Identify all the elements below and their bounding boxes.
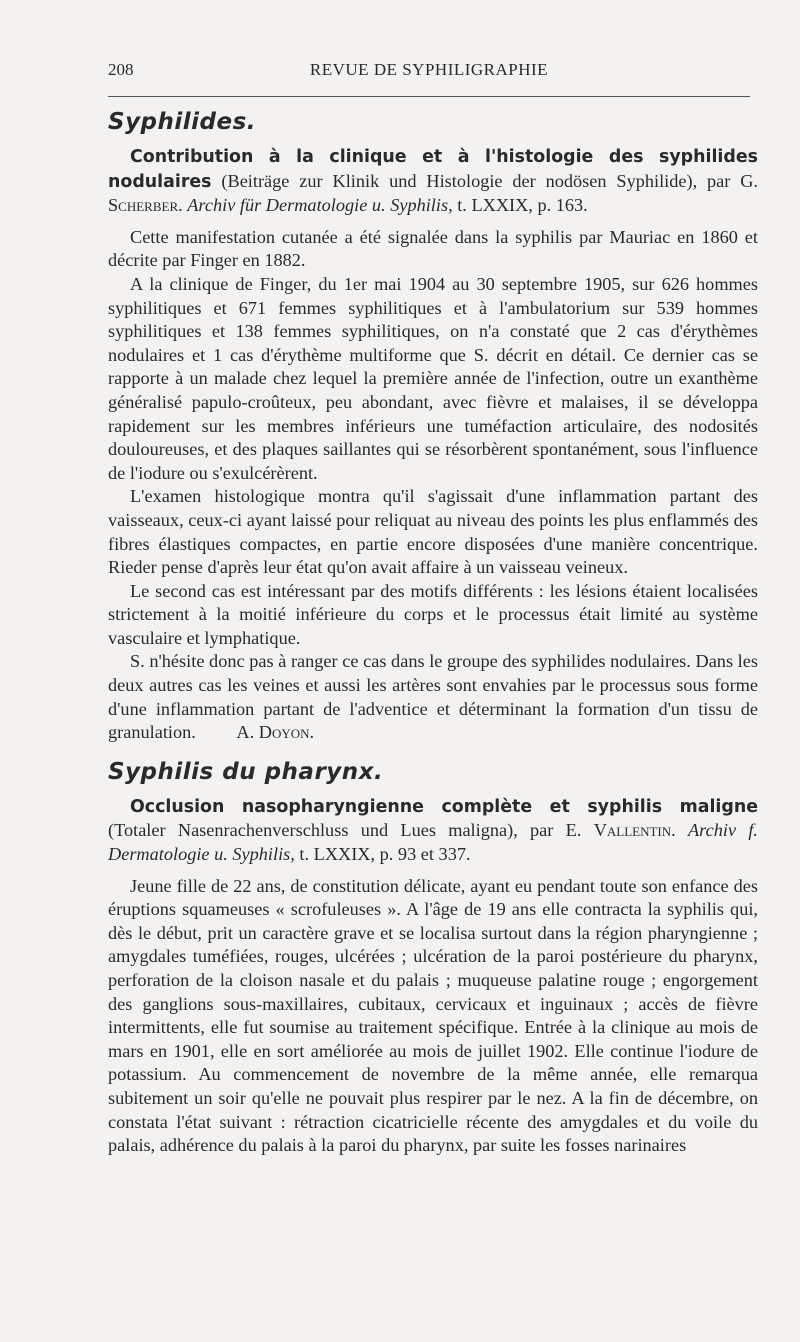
paragraph: A la clinique de Finger, du 1er mai 1904 au 30 septembre 1905, sur 626 hommes syphilitiques et 671 femmes syphilitiques et à l'ambulatorium sur 539 hommes syphilitiques et 138 femmes syphilitiques, on n'a constaté que 2 cas d'érythèmes nodulaires et 1 cas d'érythème multiforme que S. décrit en détail. Ce dernier cas se rapporte à un malade chez lequel la première année de l'infection, outre un exanthème généralisé papulo-croûteux, peu abondant, avec fièvre et malaises, il se développa rapidement sur les membres inférieurs une tuméfaction articulaire, des nodosités douloureuses, et des plaques saillantes qui se résorbèrent spontanément, sous l'influence de l'iodure ou s'exulcérèrent. xyxy=(108,273,758,483)
author-signature: A. Doyon. xyxy=(236,722,315,743)
article-title: Contribution à la clinique et à l'histologie des syphilides nodulaires xyxy=(108,147,758,192)
paragraph: Jeune fille de 22 ans, de constitution délicate, ayant eu pendant toute son enfance des éruptions squameuses « scrofuleuses ». A l'âge de 19 ans elle contracta la syphilis qui, dès le début, prit un caractère grave et se localisa surtout dans la région pharyngienne ; amygdales tuméfiées, rouges, ulcérées ; ulcération de la paroi postérieure du pharynx, perforation de la cloison nasale et du palais ; muqueuse palatine rouge ; engorgement des ganglions sous-maxillaires, cubitaux, cervicaux et inguinaux ; accès de fièvre intermittents, elle fut soumise au traitement spécifique. Entrée à la clinique au mois de mars en 1901, elle en sort améliorée au mois de juillet 1902. Elle continue l'iodure de potassium. Au commencement de novembre de la même année, elle remarqua subitement un soir qu'elle ne pouvait plus respirer par le nez. A la fin de décembre, on constata l'état suivant : rétraction cicatricielle récente des amygdales et du voile du palais, adhérence du palais à la paroi du pharynx, par suite les fosses narinaires xyxy=(108,875,758,1156)
paragraph: Le second cas est intéressant par des motifs différents : les lésions étaient localisées strictement à la moitié inférieure du corps et le processus était limité au système vasculaire et lymphatique. xyxy=(108,580,758,648)
header-rule xyxy=(108,96,750,97)
article-journal: Archiv f. Dermatologie u. Syphilis, xyxy=(108,820,758,865)
article-reference xyxy=(108,145,758,218)
page-body xyxy=(108,107,758,1158)
section-heading: Syphilis du pharynx. xyxy=(108,758,384,785)
section-heading: Syphilides. xyxy=(108,109,257,135)
paragraph: S. n'hésite donc pas à ranger ce cas dans le groupe des syphilides nodulaires. Dans les deux autres cas les veines et aussi les artères sont envahies par le processus sous forme d'une inflammation partant de l'adventice et déterminant la formation d'un tissu de granulation. xyxy=(108,651,758,743)
article-separator: . xyxy=(178,195,188,216)
running-title: REVUE DE SYPHILIGRAPHIE xyxy=(309,60,549,79)
article-subtitle: (Totaler Nasenrachenverschluss und Lues maligna), par E. xyxy=(108,820,594,841)
article-title: Occlusion nasopharyngienne complète et syphilis maligne xyxy=(130,796,758,817)
article-journal: Archiv für Dermatologie u. Syphilis, xyxy=(187,195,453,216)
article-author: Vallentin xyxy=(593,820,672,841)
article-ref: t. LXXIX, p. 93 et 337. xyxy=(294,844,471,865)
article-separator: . xyxy=(671,820,689,841)
page-header xyxy=(108,60,750,86)
article-author: Scherber xyxy=(108,195,179,216)
page-number: 208 xyxy=(108,60,134,79)
paragraph: Cette manifestation cutanée a été signalée dans la syphilis par Mauriac en 1860 et décrite par Finger en 1882. xyxy=(108,226,758,271)
article-reference xyxy=(108,795,758,867)
paragraph: L'examen histologique montra qu'il s'agissait d'une inflammation partant des vaisseaux, ceux-ci ayant laissé pour reliquat au niveau des points les plus enflammés des fibres élastiques compactes, en partie encore disposées d'une manière concentrique. Rieder pense d'après leur état qu'on avait affaire à un vaisseau veineux. xyxy=(108,486,758,578)
article-ref: t. LXXIX, p. 163. xyxy=(452,195,588,216)
paragraph-with-signature xyxy=(108,650,758,744)
article-subtitle: (Beiträge zur Klinik und Histologie der nodösen Syphilide), par G. xyxy=(211,170,758,191)
